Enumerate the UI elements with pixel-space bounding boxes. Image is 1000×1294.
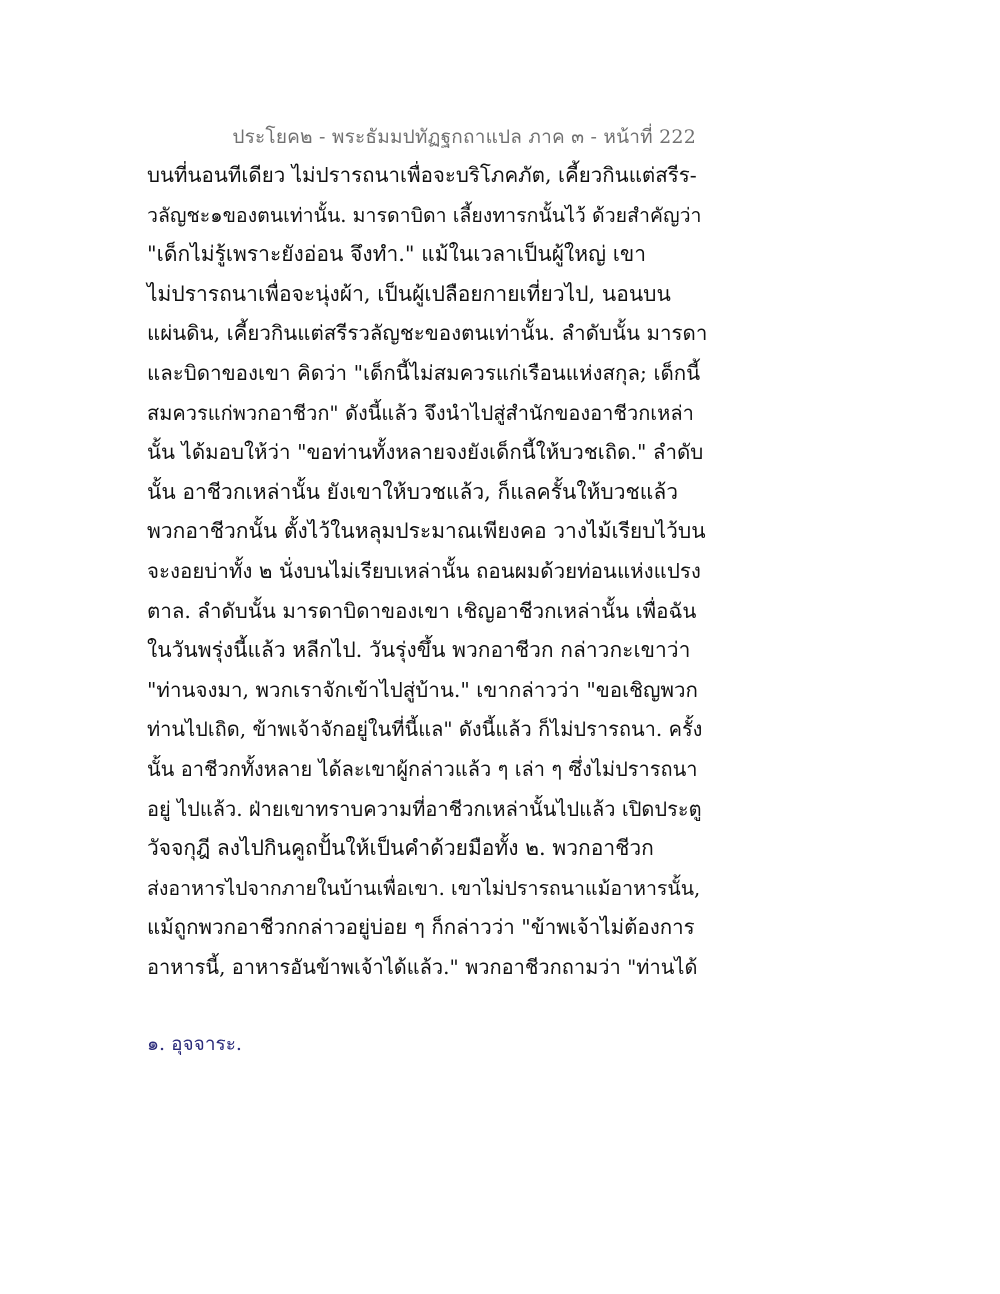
text-line: สมควรแก่พวกอาชีวก" ดังนี้แล้ว จึงนำไปสู่สำนักของอาชีวกเหล่า — [147, 400, 694, 425]
text-line: จะงอยบ่าทั้ง ๒ นั่งบนไม่เรียบเหล่านั้น ถอนผมด้วยท่อนแห่งแปรง — [147, 558, 701, 583]
text-line: ท่านไปเถิด, ข้าพเจ้าจักอยู่ในที่นี้แล" ดังนี้แล้ว ก็ไม่ปรารถนา. ครั้ง — [147, 717, 703, 742]
text-line: และบิดาของเขา คิดว่า "เด็กนี้ไม่สมควรแก่เรือนแห่งสกุล; เด็กนี้ — [147, 360, 701, 385]
text-line: อาหารนี้, อาหารอันข้าพเจ้าได้แล้ว." พวกอาชีวกถามว่า "ท่านได้ — [147, 954, 698, 979]
page-header: ประโยค๒ - พระธัมมปทัฏฐกถาแปล ภาค ๓ - หน้าที่ 222 — [232, 126, 696, 148]
text-line: ในวันพรุ่งนี้แล้ว หลีกไป. วันรุ่งขึ้น พวกอาชีวก กล่าวกะเขาว่า — [147, 638, 691, 663]
text-line: นั้น อาชีวกเหล่านั้น ยังเขาให้บวชแล้ว, ก็แลครั้นให้บวชแล้ว — [147, 479, 678, 504]
text-line: ตาล. ลำดับนั้น มารดาบิดาของเขา เชิญอาชีวกเหล่านั้น เพื่อฉัน — [147, 598, 697, 623]
text-line: แผ่นดิน, เคี้ยวกินแต่สรีรวลัญชะของตนเท่านั้น. ลำดับนั้น มารดา — [147, 321, 708, 346]
text-line: ส่งอาหารไปจากภายในบ้านเพื่อเขา. เขาไม่ปรารถนาแม้อาหารนั้น, — [147, 876, 701, 900]
body-text — [147, 156, 707, 987]
text-line: นั้น ได้มอบให้ว่า "ขอท่านทั้งหลายจงยังเด็กนี้ให้บวชเถิด." ลำดับ — [147, 440, 704, 465]
text-line: วัจจกุฎี ลงไปกินคูถปั้นให้เป็นคำด้วยมือทั้ง ๒. พวกอาชีวก — [147, 836, 654, 861]
text-line: อยู่ ไปแล้ว. ฝ่ายเขาทราบความที่อาชีวกเหล่านั้นไปแล้ว เปิดประตู — [147, 796, 702, 821]
text-line: บนที่นอนทีเดียว ไม่ปรารถนาเพื่อจะบริโภคภัต, เคี้ยวกินแต่สรีร- — [147, 163, 697, 187]
text-line: "เด็กไม่รู้เพราะยังอ่อน จึงทำ." แม้ในเวลาเป็นผู้ใหญ่ เขา — [147, 242, 647, 267]
text-line: นั้น อาชีวกทั้งหลาย ได้ละเขาผู้กล่าวแล้ว ๆ เล่า ๆ ซึ่งไม่ปรารถนา — [147, 756, 698, 781]
text-line: ไม่ปรารถนาเพื่อจะนุ่งผ้า, เป็นผู้เปลือยกายเที่ยวไป, นอนบน — [147, 281, 671, 306]
text-line: พวกอาชีวกนั้น ตั้งไว้ในหลุมประมาณเพียงคอ วางไม้เรียบไว้บน — [147, 519, 706, 544]
text-line: แม้ถูกพวกอาชีวกกล่าวอยู่บ่อย ๆ ก็กล่าวว่า "ข้าพเจ้าไม่ต้องการ — [147, 915, 695, 940]
text-line: "ท่านจงมา, พวกเราจักเข้าไปสู่บ้าน." เขากล่าวว่า "ขอเชิญพวก — [147, 677, 698, 702]
footnote: ๑. อุจจาระ. — [147, 1033, 242, 1055]
text-line: วลัญชะ๑ของตนเท่านั้น. มารดาบิดา เลี้ยงทารกนั้นไว้ ด้วยสำคัญว่า — [147, 203, 702, 227]
